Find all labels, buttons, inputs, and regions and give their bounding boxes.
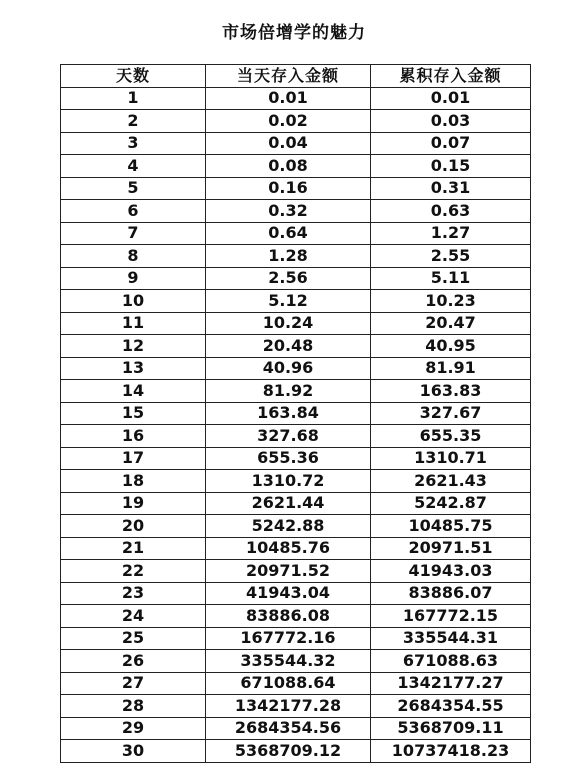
cell-day: 24 <box>61 605 206 628</box>
cell-daily-deposit: 327.68 <box>206 425 371 448</box>
cell-cumulative-deposit: 2.55 <box>371 245 531 268</box>
cell-cumulative-deposit: 5242.87 <box>371 492 531 515</box>
table-header-row <box>61 65 531 88</box>
table-row <box>61 582 531 605</box>
cell-daily-deposit: 671088.64 <box>206 672 371 695</box>
cell-day: 29 <box>61 717 206 740</box>
cell-cumulative-deposit: 0.31 <box>371 177 531 200</box>
cell-daily-deposit: 0.32 <box>206 200 371 223</box>
table-row <box>61 380 531 403</box>
cell-day: 13 <box>61 357 206 380</box>
cell-day: 11 <box>61 312 206 335</box>
cell-day: 8 <box>61 245 206 268</box>
cell-day: 23 <box>61 582 206 605</box>
cell-daily-deposit: 1.28 <box>206 245 371 268</box>
cell-cumulative-deposit: 655.35 <box>371 425 531 448</box>
cell-day: 12 <box>61 335 206 358</box>
table-row <box>61 650 531 673</box>
cell-day: 1 <box>61 87 206 110</box>
cell-cumulative-deposit: 40.95 <box>371 335 531 358</box>
cell-cumulative-deposit: 2621.43 <box>371 470 531 493</box>
cell-day: 27 <box>61 672 206 695</box>
cell-cumulative-deposit: 1310.71 <box>371 447 531 470</box>
cell-cumulative-deposit: 5.11 <box>371 267 531 290</box>
cell-cumulative-deposit: 10485.75 <box>371 515 531 538</box>
deposit-table <box>60 64 531 763</box>
cell-day: 9 <box>61 267 206 290</box>
cell-daily-deposit: 0.08 <box>206 155 371 178</box>
table-row <box>61 335 531 358</box>
table-row <box>61 245 531 268</box>
cell-cumulative-deposit: 163.83 <box>371 380 531 403</box>
cell-day: 6 <box>61 200 206 223</box>
table-row <box>61 627 531 650</box>
cell-day: 25 <box>61 627 206 650</box>
table-row <box>61 87 531 110</box>
cell-daily-deposit: 81.92 <box>206 380 371 403</box>
cell-cumulative-deposit: 83886.07 <box>371 582 531 605</box>
cell-day: 2 <box>61 110 206 133</box>
cell-day: 17 <box>61 447 206 470</box>
cell-cumulative-deposit: 1342177.27 <box>371 672 531 695</box>
header-daily-deposit: 当天存入金额 <box>206 65 371 88</box>
cell-daily-deposit: 163.84 <box>206 402 371 425</box>
cell-day: 28 <box>61 695 206 718</box>
table-row <box>61 470 531 493</box>
cell-day: 10 <box>61 290 206 313</box>
cell-day: 18 <box>61 470 206 493</box>
table-row <box>61 155 531 178</box>
cell-cumulative-deposit: 10737418.23 <box>371 740 531 763</box>
cell-daily-deposit: 167772.16 <box>206 627 371 650</box>
cell-day: 19 <box>61 492 206 515</box>
table-row <box>61 605 531 628</box>
cell-daily-deposit: 20.48 <box>206 335 371 358</box>
cell-daily-deposit: 0.02 <box>206 110 371 133</box>
cell-daily-deposit: 0.16 <box>206 177 371 200</box>
cell-cumulative-deposit: 0.63 <box>371 200 531 223</box>
cell-cumulative-deposit: 0.01 <box>371 87 531 110</box>
cell-day: 26 <box>61 650 206 673</box>
table-row <box>61 492 531 515</box>
cell-day: 3 <box>61 132 206 155</box>
cell-daily-deposit: 83886.08 <box>206 605 371 628</box>
cell-cumulative-deposit: 2684354.55 <box>371 695 531 718</box>
cell-day: 21 <box>61 537 206 560</box>
cell-daily-deposit: 2.56 <box>206 267 371 290</box>
cell-cumulative-deposit: 10.23 <box>371 290 531 313</box>
table-row <box>61 447 531 470</box>
cell-daily-deposit: 0.64 <box>206 222 371 245</box>
cell-cumulative-deposit: 20971.51 <box>371 537 531 560</box>
cell-cumulative-deposit: 167772.15 <box>371 605 531 628</box>
cell-day: 5 <box>61 177 206 200</box>
cell-cumulative-deposit: 671088.63 <box>371 650 531 673</box>
cell-daily-deposit: 40.96 <box>206 357 371 380</box>
header-cumulative-deposit: 累积存入金额 <box>371 65 531 88</box>
header-days: 天数 <box>61 65 206 88</box>
cell-day: 15 <box>61 402 206 425</box>
cell-daily-deposit: 655.36 <box>206 447 371 470</box>
table-row <box>61 312 531 335</box>
cell-daily-deposit: 1342177.28 <box>206 695 371 718</box>
table-body <box>61 87 531 762</box>
cell-cumulative-deposit: 335544.31 <box>371 627 531 650</box>
cell-daily-deposit: 5.12 <box>206 290 371 313</box>
table-row <box>61 402 531 425</box>
table-row <box>61 267 531 290</box>
cell-daily-deposit: 10.24 <box>206 312 371 335</box>
table-row <box>61 357 531 380</box>
cell-day: 16 <box>61 425 206 448</box>
table-row <box>61 537 531 560</box>
cell-cumulative-deposit: 1.27 <box>371 222 531 245</box>
cell-daily-deposit: 20971.52 <box>206 560 371 583</box>
cell-cumulative-deposit: 81.91 <box>371 357 531 380</box>
cell-cumulative-deposit: 41943.03 <box>371 560 531 583</box>
cell-daily-deposit: 5368709.12 <box>206 740 371 763</box>
cell-cumulative-deposit: 327.67 <box>371 402 531 425</box>
cell-day: 22 <box>61 560 206 583</box>
cell-day: 20 <box>61 515 206 538</box>
cell-daily-deposit: 0.04 <box>206 132 371 155</box>
cell-day: 30 <box>61 740 206 763</box>
cell-cumulative-deposit: 0.03 <box>371 110 531 133</box>
table-row <box>61 132 531 155</box>
cell-daily-deposit: 335544.32 <box>206 650 371 673</box>
page-title: 市场倍增学的魅力 <box>222 23 366 43</box>
table-row <box>61 200 531 223</box>
cell-day: 14 <box>61 380 206 403</box>
table-row <box>61 515 531 538</box>
cell-day: 4 <box>61 155 206 178</box>
table-row <box>61 290 531 313</box>
cell-day: 7 <box>61 222 206 245</box>
table-row <box>61 560 531 583</box>
cell-cumulative-deposit: 0.15 <box>371 155 531 178</box>
cell-daily-deposit: 0.01 <box>206 87 371 110</box>
table-row <box>61 177 531 200</box>
cell-daily-deposit: 41943.04 <box>206 582 371 605</box>
cell-cumulative-deposit: 5368709.11 <box>371 717 531 740</box>
table-row <box>61 672 531 695</box>
table-row <box>61 110 531 133</box>
cell-daily-deposit: 2621.44 <box>206 492 371 515</box>
table-row <box>61 222 531 245</box>
table-row <box>61 425 531 448</box>
cell-cumulative-deposit: 20.47 <box>371 312 531 335</box>
cell-daily-deposit: 5242.88 <box>206 515 371 538</box>
cell-daily-deposit: 10485.76 <box>206 537 371 560</box>
table-row <box>61 740 531 763</box>
cell-daily-deposit: 2684354.56 <box>206 717 371 740</box>
table-row <box>61 717 531 740</box>
cell-daily-deposit: 1310.72 <box>206 470 371 493</box>
cell-cumulative-deposit: 0.07 <box>371 132 531 155</box>
table-row <box>61 695 531 718</box>
